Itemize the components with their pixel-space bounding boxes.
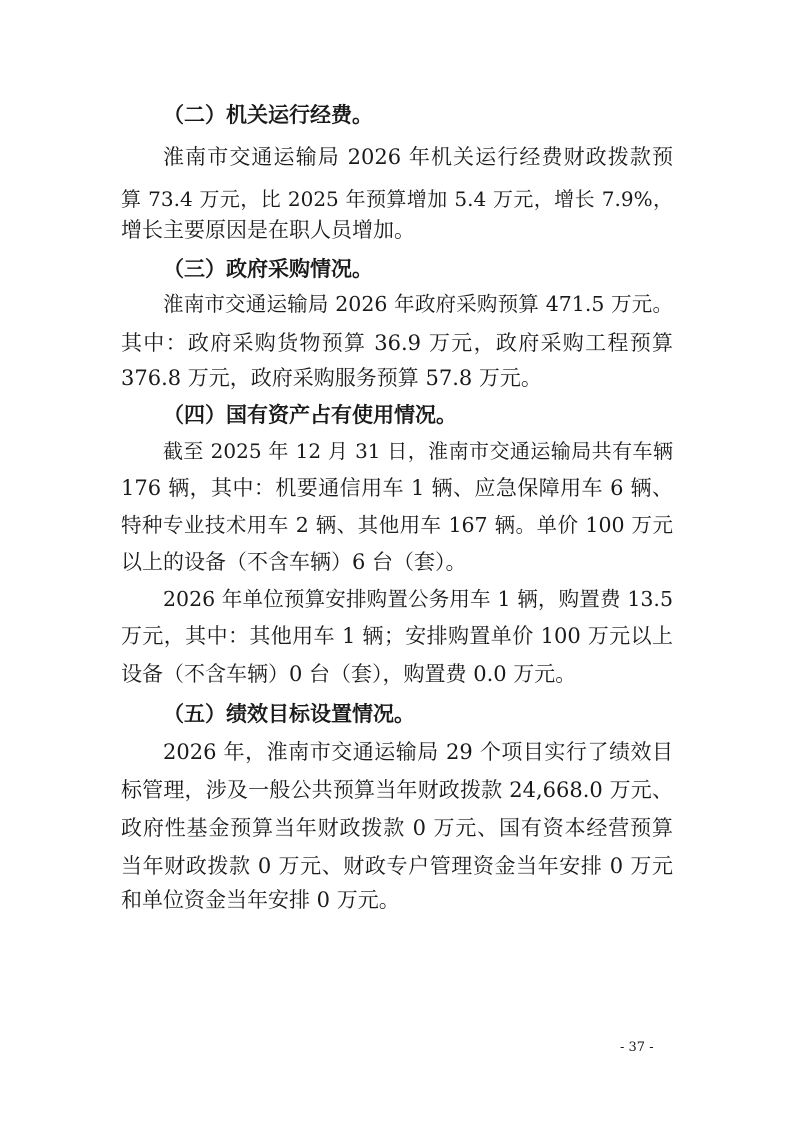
paragraph-line: 淮南市交通运输局 2026 年机关运行经费财政拨款预	[163, 145, 673, 169]
paragraph-line: 376.8 万元，政府采购服务预算 57.8 万元。	[121, 366, 542, 390]
paragraph-line: 设备（不含车辆）0 台（套），购置费 0.0 万元。	[121, 662, 577, 686]
paragraph-line: 政府性基金预算当年财政拨款 0 万元、国有资本经营预算	[121, 816, 673, 840]
paragraph-line: 特种专业技术用车 2 辆、其他用车 167 辆。单价 100 万元	[121, 513, 673, 537]
paragraph-line: 增长主要原因是在职人员增加。	[121, 218, 415, 242]
paragraph-line: 2026 年单位预算安排购置公务用车 1 辆，购置费 13.5	[163, 587, 673, 611]
paragraph-line: 2026 年，淮南市交通运输局 29 个项目实行了绩效目	[163, 740, 673, 764]
section-heading-government-procurement: （三）政府采购情况。	[163, 256, 373, 281]
paragraph-line: 万元，其中：其他用车 1 辆；安排购置单价 100 万元以上	[121, 624, 673, 648]
section-heading-operating-expenses: （二）机关运行经费。	[163, 102, 373, 127]
paragraph-line: 当年财政拨款 0 万元、财政专户管理资金当年安排 0 万元	[121, 854, 673, 878]
paragraph-line: 淮南市交通运输局 2026 年政府采购预算 471.5 万元。	[163, 292, 673, 316]
paragraph-line: 算 73.4 万元，比 2025 年预算增加 5.4 万元，增长 7.9%，	[121, 187, 673, 211]
paragraph-line: 其中：政府采购货物预算 36.9 万元，政府采购工程预算	[121, 331, 673, 355]
page-number: - 37 -	[620, 1040, 654, 1055]
section-heading-state-assets: （四）国有资产占有使用情况。	[163, 402, 457, 427]
paragraph-line: 截至 2025 年 12 月 31 日，淮南市交通运输局共有车辆	[163, 439, 673, 463]
paragraph-line: 和单位资金当年安排 0 万元。	[121, 888, 400, 912]
paragraph-line: 以上的设备（不含车辆）6 台（套）。	[121, 550, 467, 574]
paragraph-line: 标管理，涉及一般公共预算当年财政拨款 24,668.0 万元、	[121, 778, 673, 802]
section-heading-performance-goals: （五）绩效目标设置情况。	[163, 701, 415, 726]
paragraph-line: 176 辆，其中：机要通信用车 1 辆、应急保障用车 6 辆、	[121, 476, 673, 500]
